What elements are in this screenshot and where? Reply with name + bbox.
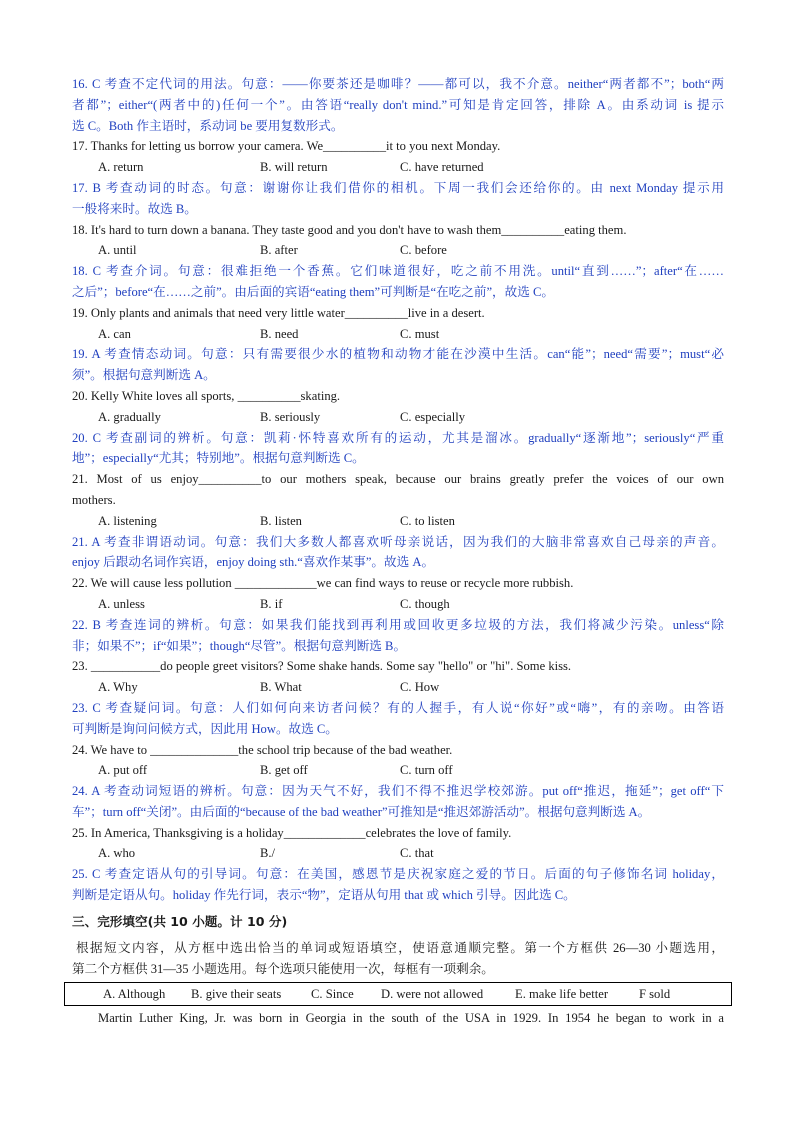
answer-explanation: enjoy 后跟动名词作宾语，enjoy doing sth.“喜欢作某事”。故选 A。 — [72, 555, 435, 570]
answer-explanation: 17. B 考查动词的时态。句意：谢谢你让我们借你的相机。下周一我们会还给你的。由 next Monday 提示用 — [72, 180, 724, 195]
answer-option: C. before — [400, 243, 447, 258]
answer-explanation: 20. C 考查副词的辨析。句意：凯莉·怀特喜欢所有的运动，尤其是溜冰。gradually“逐渐地”；seriously“严重 — [72, 430, 724, 445]
passage-text: Martin Luther King, Jr. was born in Georgia in the south of the USA in 1929. In 1954 he began to work in a — [98, 1011, 724, 1026]
answer-option: B. if — [260, 596, 283, 611]
answer-options — [72, 157, 724, 178]
question-text: 22. We will cause less pollution _____________we can find ways to reuse or recycle more rubbish. — [72, 576, 574, 591]
answer-option: A. can — [98, 326, 131, 341]
answer-options — [72, 511, 724, 532]
answer-option: C. How — [400, 680, 440, 695]
answer-option: C. must — [400, 326, 440, 341]
word-choice-option: A. Although — [103, 987, 166, 1002]
answer-options — [72, 760, 724, 781]
document-page — [72, 74, 724, 1029]
answer-explanation: 可判断是询问问候方式，因此用 How。故选 C。 — [72, 721, 338, 736]
answer-explanation: 须”。根据句意判断选 A。 — [72, 368, 216, 383]
word-choice-option: D. were not allowed — [381, 987, 484, 1002]
answer-option: C. though — [400, 596, 450, 611]
answer-option: C. especially — [400, 409, 466, 424]
word-choice-option: C. Since — [311, 987, 354, 1002]
answer-options — [72, 677, 724, 698]
answer-options — [72, 407, 724, 428]
answer-option: B. seriously — [260, 409, 321, 424]
answer-explanation: 一般将来时。故选 B。 — [72, 201, 197, 216]
answer-option: C. turn off — [400, 763, 453, 778]
answer-explanation: 之后”；before“在……之前”。由后面的宾语“eating them”可判断是“在吃之前”，故选 C。 — [72, 284, 554, 299]
answer-options — [72, 240, 724, 261]
answer-options — [72, 594, 724, 615]
question-text: 25. In America, Thanksgiving is a holiday_____________celebrates the love of family. — [72, 825, 512, 840]
answer-explanation: 25. C 考查定语从句的引导词。句意：在美国，感恩节是庆祝家庭之爱的节日。后面的句子修饰名词 holiday， — [72, 867, 724, 882]
answer-explanation: 16. C 考查不定代词的用法。句意：——你要茶还是咖啡？——都可以，我不介意。neither“两者都不”；both“两 — [72, 77, 724, 91]
answer-option: C. have returned — [400, 160, 484, 175]
question-text: 21. Most of us enjoy__________to our mothers speak, because our brains greatly prefer the voices of our own — [72, 472, 724, 487]
answer-option: B. need — [260, 326, 299, 341]
question-text: 20. Kelly White loves all sports, __________skating. — [72, 388, 341, 403]
word-choice-option: F sold — [639, 987, 671, 1002]
answer-options — [72, 324, 724, 345]
question-text: 23. ___________do people greet visitors? Some shake hands. Some say "hello" or "hi". Some kiss. — [72, 659, 572, 674]
section-instruction: 根据短文内容，从方框中选出恰当的单词或短语填空，使语意通顺完整。第一个方框供 26—30 小题选用， — [76, 940, 724, 955]
answer-explanation: 非；如果不”；if“如果”；though“尽管”。根据句意判断选 B。 — [72, 638, 407, 653]
word-choice-option: B. give their seats — [191, 987, 282, 1002]
answer-option: C. to listen — [400, 513, 455, 528]
question-text: 18. It's hard to turn down a banana. They taste good and you don't have to wash them__________eating them. — [72, 222, 627, 237]
question-text: 17. Thanks for letting us borrow your camera. We__________it to you next Monday. — [72, 139, 501, 154]
answer-explanation: 22. B 考查连词的辨析。句意：如果我们能找到再利用或回收更多垃圾的方法，我们将减少污染。unless“除 — [72, 617, 724, 632]
answer-explanation: 21. A 考查非谓语动词。句意：我们大多数人都喜欢听母亲说话，因为我们的大脑非常喜欢自己母亲的声音。 — [72, 534, 724, 549]
answer-option: B. What — [260, 680, 302, 695]
answer-option: A. unless — [98, 596, 145, 611]
answer-option: B. listen — [260, 513, 302, 528]
answer-option: B. will return — [260, 160, 328, 175]
answer-explanation: 19. A 考查情态动词。句意：只有需要很少水的植物和动物才能在沙漠中生活。can“能”；need“需要”；must“必 — [72, 347, 724, 362]
section-instruction: 第二个方框供 31—35 小题选用。每个选项只能使用一次，每框有一项剩余。 — [72, 961, 494, 976]
answer-option: C. that — [400, 846, 434, 861]
answer-option: A. Why — [98, 680, 138, 695]
section-heading: 三、完形填空(共 10 小题。计 10 分) — [72, 913, 288, 929]
word-choice-box — [64, 982, 732, 1006]
answer-explanation: 24. A 考查动词短语的辨析。句意：因为天气不好，我们不得不推迟学校郊游。put off“推迟，拖延”；get off“下 — [72, 784, 724, 799]
answer-option: A. until — [98, 243, 137, 258]
answer-options — [72, 843, 724, 864]
answer-option: A. listening — [98, 513, 157, 528]
question-text: 19. Only plants and animals that need very little water__________live in a desert. — [72, 305, 485, 320]
answer-option: A. return — [98, 160, 144, 175]
answer-explanation: 23. C 考查疑问词。句意：人们如何向来访者问候？有的人握手，有人说“你好”或“嗨”，有的亲吻。由答语 — [72, 700, 724, 715]
answer-explanation: 者都”；either“(两者中的)任何一个”。由答语“really don't mind.”可知是肯定回答，排除 A。由系动词 is 提示 — [72, 97, 724, 112]
answer-explanation: 判断是定语从句。holiday 作先行词，表示“物”，定语从句用 that 或 which 引导。因此选 C。 — [72, 888, 576, 903]
answer-option: B. after — [260, 243, 298, 258]
answer-option: B. get off — [260, 763, 308, 778]
question-text: mothers. — [72, 492, 116, 507]
answer-explanation: 地”；especially“尤其；特别地”。根据句意判断选 C。 — [72, 451, 365, 466]
question-text: 24. We have to ______________the school trip because of the bad weather. — [72, 742, 453, 757]
answer-explanation: 选 C。Both 作主语时，系动词 be 要用复数形式。 — [72, 118, 344, 133]
answer-option: B./ — [260, 846, 276, 861]
answer-explanation: 18. C 考查介词。句意：很难拒绝一个香蕉。它们味道很好，吃之前不用洗。until“直到……”；after“在…… — [72, 264, 724, 279]
answer-explanation: 车”；turn off“关闭”。由后面的“because of the bad weather”可推知是“推迟郊游活动”。根据句意判断选 A。 — [72, 804, 651, 819]
answer-option: A. gradually — [98, 409, 161, 424]
answer-option: A. who — [98, 846, 136, 861]
word-choice-option: E. make life better — [515, 987, 609, 1002]
answer-option: A. put off — [98, 763, 148, 778]
